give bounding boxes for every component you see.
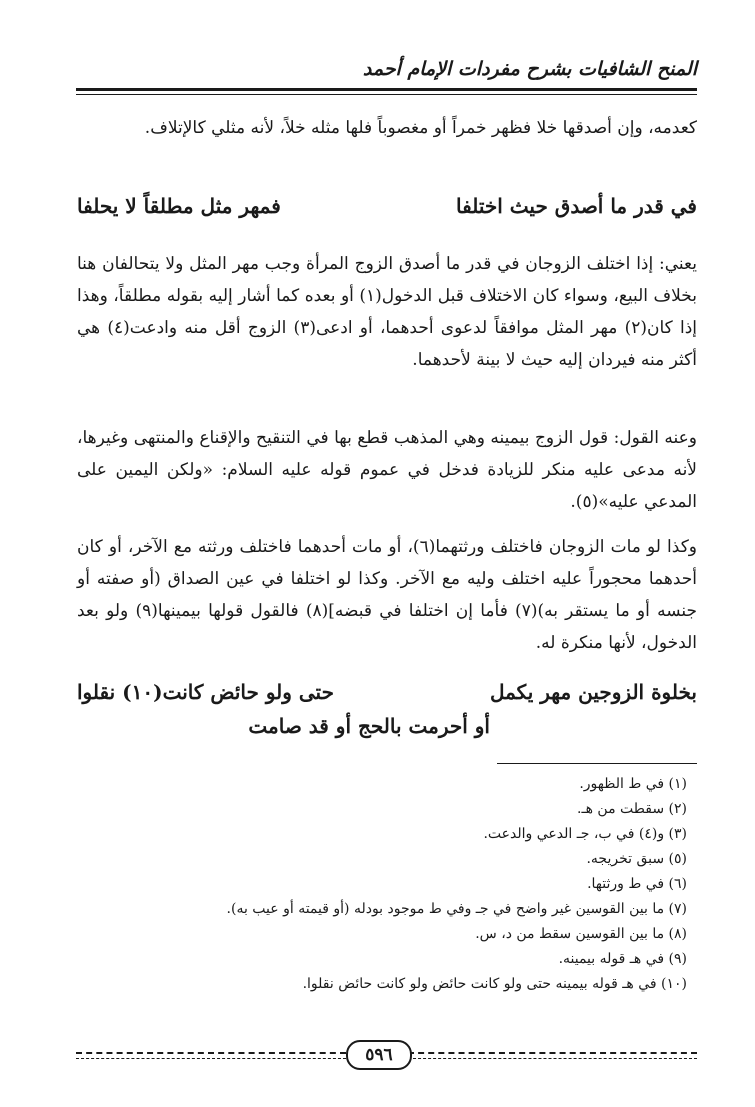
footnote-item: (١٠) في هـ قوله بيمينه حتى ولو كانت حائض ولو كانت حائض نقلوا. bbox=[302, 976, 687, 992]
header-rule bbox=[76, 88, 697, 91]
footnote-item: (٣) و(٤) في ب، جـ الدعي والدعت. bbox=[483, 826, 687, 842]
footnote-item: (٦) في ط ورثتها. bbox=[587, 876, 687, 892]
footer-rule-left-thin bbox=[76, 1058, 346, 1059]
footnote-item: (٨) ما بين القوسين سقط من د، س. bbox=[475, 926, 687, 942]
paragraph-opinion: وعنه القول: قول الزوج بيمينه وهي المذهب قطع بها في التنقيح والإقناع والمنتهى وغيرها، لأنه مدعى عليه منكر للزيادة فدخل في عموم قوله عليه السلام: «ولكن اليمين على المدعي عليه»(٥). bbox=[77, 428, 697, 512]
verse-line-2 bbox=[77, 680, 697, 712]
footnote-separator bbox=[497, 763, 697, 764]
paragraph-heirs: وكذا لو مات الزوجان فاختلف ورثتهما(٦)، أو مات أحدهما فاختلف ورثته مع الآخر، أو كان أحدهما محجوراً عليه اختلف وليه مع الآخر. وكذا لو اختلفا في عين الصداق (أو صفته أو جنسه أو ما يستقر به)(٧) فأما إن اختلفا في قبضه](٨) فالقول قولها بيمينها(٩) ولو بعد الدخول، لأنها منكرة له. bbox=[77, 537, 698, 653]
paragraph-continuation: كعدمه، وإن أصدقها خلا فظهر خمراً أو مغصوباً فلها مثله خلاً، لأنه مثلي كالإتلاف. bbox=[144, 118, 697, 138]
page-number: ٥٩٦ bbox=[346, 1040, 412, 1070]
footnote-item: (٥) سبق تخريجه. bbox=[586, 851, 687, 867]
verse-2-continuation: أو أحرمت بالحج أو قد صامت bbox=[248, 714, 490, 738]
footer-rule-right-thin bbox=[408, 1058, 697, 1059]
footnote-item: (١) في ط الظهور. bbox=[579, 776, 687, 792]
footnotes bbox=[87, 772, 687, 997]
footnote-item: (٧) ما بين القوسين غير واضح في جـ وفي ط موجود بودله (أو قيمته أو عيب به). bbox=[226, 901, 687, 917]
footnote-item: (٩) في هـ قوله بيمينه. bbox=[558, 951, 687, 967]
paragraph-explanation: يعني: إذا اختلف الزوجان في قدر ما أصدق الزوج المرأة وجب مهر المثل ولا يتحالفان هنا بخلاف البيع، وسواء كان الاختلاف قبل الدخول(١) أو بعده كما أشار إليه بقوله مطلقاً، وهذا إذا كان(٢) مهر المثل موافقاً لدعوى أحدهما، أو ادعى(٣) الزوج أقل منه وادعت(٤) هي أكثر منه فيردان إليه حيث لا بينة لأحدهما. bbox=[77, 254, 698, 370]
header-rule-thin bbox=[76, 94, 697, 95]
verse-2-second-hemistich: حتى ولو حائض كانت(١٠) نقلوا bbox=[77, 680, 334, 704]
verse-line-1 bbox=[77, 194, 697, 226]
footer-rule-right bbox=[408, 1052, 697, 1054]
footer-rule-left bbox=[76, 1052, 346, 1054]
verse-1-first-hemistich: في قدر ما أصدق حيث اختلفا bbox=[456, 194, 697, 218]
verse-2-first-hemistich: بخلوة الزوجين مهر يكمل bbox=[489, 680, 697, 704]
verse-1-second-hemistich: فمهر مثل مطلقاً لا يحلفا bbox=[77, 194, 281, 218]
running-header: المنح الشافيات بشرح مفردات الإمام أحمد bbox=[362, 58, 697, 80]
footnote-item: (٢) سقطت من هـ. bbox=[577, 801, 687, 817]
